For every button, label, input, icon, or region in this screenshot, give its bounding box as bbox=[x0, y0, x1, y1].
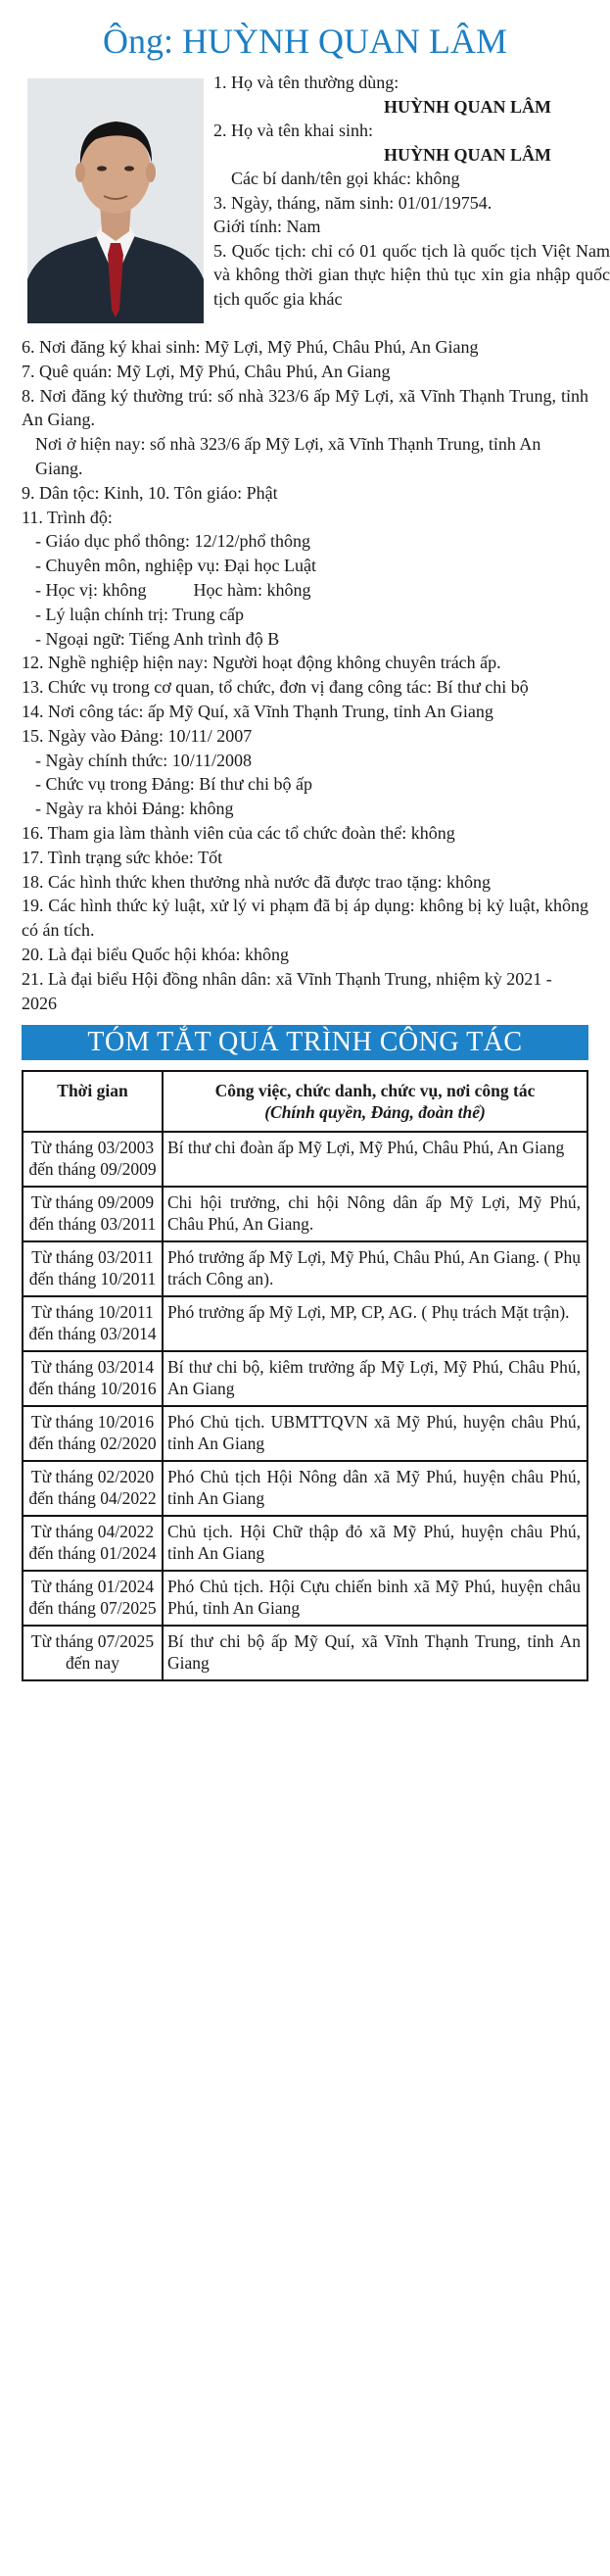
work-description: Bí thư chi đoàn ấp Mỹ Lợi, Mỹ Phú, Châu Phú, An Giang bbox=[163, 1132, 587, 1187]
work-history-table bbox=[22, 1070, 588, 1681]
table-row bbox=[23, 1132, 587, 1187]
ethnicity-religion: 9. Dân tộc: Kinh, 10. Tôn giáo: Phật bbox=[22, 482, 278, 503]
disciplinary-record: 19. Các hình thức kỷ luật, xử lý vi phạm đã bị áp dụng: không bị kỷ luật, không có án tích. bbox=[22, 896, 588, 941]
hometown: 7. Quê quán: Mỹ Lợi, Mỹ Phú, Châu Phú, An Giang bbox=[22, 361, 391, 381]
state-awards: 18. Các hình thức khen thưởng nhà nước đã được trao tặng: không bbox=[22, 871, 491, 892]
work-period: Từ tháng 09/2009 đến tháng 03/2011 bbox=[23, 1187, 163, 1241]
education-heading: 11. Trình độ: bbox=[22, 507, 113, 527]
work-period: Từ tháng 03/2003 đến tháng 09/2009 bbox=[23, 1132, 163, 1187]
work-history-rows bbox=[23, 1132, 587, 1680]
current-position: 13. Chức vụ trong cơ quan, tổ chức, đơn vị đang công tác: Bí thư chi bộ bbox=[22, 677, 529, 698]
gender: Giới tính: Nam bbox=[213, 217, 321, 236]
work-period: Từ tháng 03/2011 đến tháng 10/2011 bbox=[23, 1241, 163, 1296]
table-row bbox=[23, 1187, 587, 1241]
work-period: Từ tháng 04/2022 đến tháng 01/2024 bbox=[23, 1516, 163, 1571]
work-period: Từ tháng 10/2011 đến tháng 03/2014 bbox=[23, 1296, 163, 1351]
workplace: 14. Nơi công tác: ấp Mỹ Quí, xã Vĩnh Thạnh Trung, tỉnh An Giang bbox=[22, 701, 493, 721]
column-header-description-title: Công việc, chức danh, chức vụ, nơi công tác bbox=[214, 1081, 536, 1101]
party-position: - Chức vụ trong Đảng: Bí thư chi bộ ấp bbox=[35, 774, 312, 795]
work-description: Phó Chủ tịch Hội Nông dân xã Mỹ Phú, huyện châu Phú, tỉnh An Giang bbox=[163, 1461, 587, 1516]
occupation: 12. Nghề nghiệp hiện nay: Người hoạt động không chuyên trách ấp. bbox=[22, 653, 501, 673]
permanent-residence: 8. Nơi đăng ký thường trú: số nhà 323/6 ấp Mỹ Lợi, xã Vĩnh Thạnh Trung, tỉnh An Giang. bbox=[22, 385, 588, 430]
degree-row bbox=[22, 578, 588, 603]
table-row bbox=[23, 1406, 587, 1461]
work-description: Bí thư chi bộ ấp Mỹ Quí, xã Vĩnh Thạnh Trung, tỉnh An Giang bbox=[163, 1626, 587, 1680]
table-row bbox=[23, 1571, 587, 1626]
portrait-illustration bbox=[27, 78, 204, 323]
academic-degree: - Học vị: không bbox=[35, 579, 147, 600]
current-residence: Nơi ở hiện nay: số nhà 323/6 ấp Mỹ Lợi, xã Vĩnh Thạnh Trung, tỉnh An Giang. bbox=[35, 434, 541, 478]
birth-name-value: HUỲNH QUAN LÂM bbox=[384, 144, 551, 165]
work-description: Chi hội trưởng, chi hội Nông dân ấp Mỹ Lợi, Mỹ Phú, Châu Phú, An Giang. bbox=[163, 1187, 587, 1241]
work-period: Từ tháng 07/2025 đến nay bbox=[23, 1626, 163, 1680]
birthplace: 6. Nơi đăng ký khai sinh: Mỹ Lợi, Mỹ Phú, Châu Phú, An Giang bbox=[22, 337, 479, 357]
work-period: Từ tháng 03/2014 đến tháng 10/2016 bbox=[23, 1351, 163, 1406]
work-period: Từ tháng 01/2024 đến tháng 07/2025 bbox=[23, 1571, 163, 1626]
common-name-value: HUỲNH QUAN LÂM bbox=[384, 96, 551, 117]
work-period: Từ tháng 10/2016 đến tháng 02/2020 bbox=[23, 1406, 163, 1461]
union-membership: 16. Tham gia làm thành viên của các tổ chức đoàn thể: không bbox=[22, 822, 455, 843]
work-description: Chủ tịch. Hội Chữ thập đỏ xã Mỹ Phú, huyện châu Phú, tỉnh An Giang bbox=[163, 1516, 587, 1571]
date-of-birth: 3. Ngày, tháng, năm sinh: 01/01/19754. bbox=[213, 192, 493, 213]
work-description: Phó Chủ tịch. Hội Cựu chiến binh xã Mỹ Phú, huyện châu Phú, tỉnh An Giang bbox=[163, 1571, 587, 1626]
work-description: Bí thư chi bộ, kiêm trưởng ấp Mỹ Lợi, Mỹ Phú, Châu Phú, An Giang bbox=[163, 1351, 587, 1406]
profile-top-info bbox=[213, 71, 610, 311]
professional-qualification: - Chuyên môn, nghiệp vụ: Đại học Luật bbox=[35, 556, 316, 576]
table-row bbox=[23, 1516, 587, 1571]
profile-top bbox=[22, 71, 610, 335]
table-row bbox=[23, 1296, 587, 1351]
work-period: Từ tháng 02/2020 đến tháng 04/2022 bbox=[23, 1461, 163, 1516]
table-row bbox=[23, 1461, 587, 1516]
party-official-date: - Ngày chính thức: 10/11/2008 bbox=[35, 750, 253, 770]
work-history-banner: TÓM TẮT QUÁ TRÌNH CÔNG TÁC bbox=[22, 1025, 588, 1060]
foreign-language: - Ngoại ngữ: Tiếng Anh trình độ B bbox=[35, 628, 280, 649]
work-description: Phó trưởng ấp Mỹ Lợi, MP, CP, AG. ( Phụ trách Mặt trận). bbox=[163, 1296, 587, 1351]
column-header-time: Thời gian bbox=[23, 1071, 163, 1132]
birth-name-label: 2. Họ và tên khai sinh: bbox=[213, 121, 373, 140]
table-header-row bbox=[23, 1071, 587, 1132]
page-title: Ông: HUỲNH QUAN LÂM bbox=[103, 22, 507, 61]
table-row bbox=[23, 1626, 587, 1680]
general-education: - Giáo dục phổ thông: 12/12/phổ thông bbox=[35, 531, 310, 552]
nationality: 5. Quốc tịch: chỉ có 01 quốc tịch là quốc tịch Việt Nam và không thời gian thực hiện thủ tục xin gia nhập quốc tịch quốc gia khác bbox=[213, 240, 610, 309]
portrait-photo bbox=[27, 78, 204, 323]
party-join-date: 15. Ngày vào Đảng: 10/11/ 2007 bbox=[22, 725, 253, 746]
column-header-description-subtitle: (Chính quyền, Đảng, đoàn thể) bbox=[264, 1102, 486, 1123]
party-exit-date: - Ngày ra khỏi Đảng: không bbox=[35, 799, 234, 819]
work-description: Phó trưởng ấp Mỹ Lợi, Mỹ Phú, Châu Phú, An Giang. ( Phụ trách Công an). bbox=[163, 1241, 587, 1296]
table-row bbox=[23, 1241, 587, 1296]
table-row bbox=[23, 1351, 587, 1406]
common-name-label: 1. Họ và tên thường dùng: bbox=[213, 73, 399, 92]
political-theory: - Lý luận chính trị: Trung cấp bbox=[35, 604, 244, 624]
academic-title: Học hàm: không bbox=[193, 579, 311, 600]
health-status: 17. Tình trạng sức khỏe: Tốt bbox=[22, 847, 223, 867]
council-delegate: 21. Là đại biểu Hội đồng nhân dân: xã Vĩnh Thạnh Trung, nhiệm kỳ 2021 - 2026 bbox=[22, 968, 552, 1013]
other-names: Các bí danh/tên gọi khác: không bbox=[231, 169, 460, 188]
profile-details bbox=[22, 335, 588, 1015]
column-header-description bbox=[163, 1071, 587, 1132]
work-description: Phó Chủ tịch. UBMTTQVN xã Mỹ Phú, huyện châu Phú, tỉnh An Giang bbox=[163, 1406, 587, 1461]
national-assembly-delegate: 20. Là đại biểu Quốc hội khóa: không bbox=[22, 944, 289, 964]
